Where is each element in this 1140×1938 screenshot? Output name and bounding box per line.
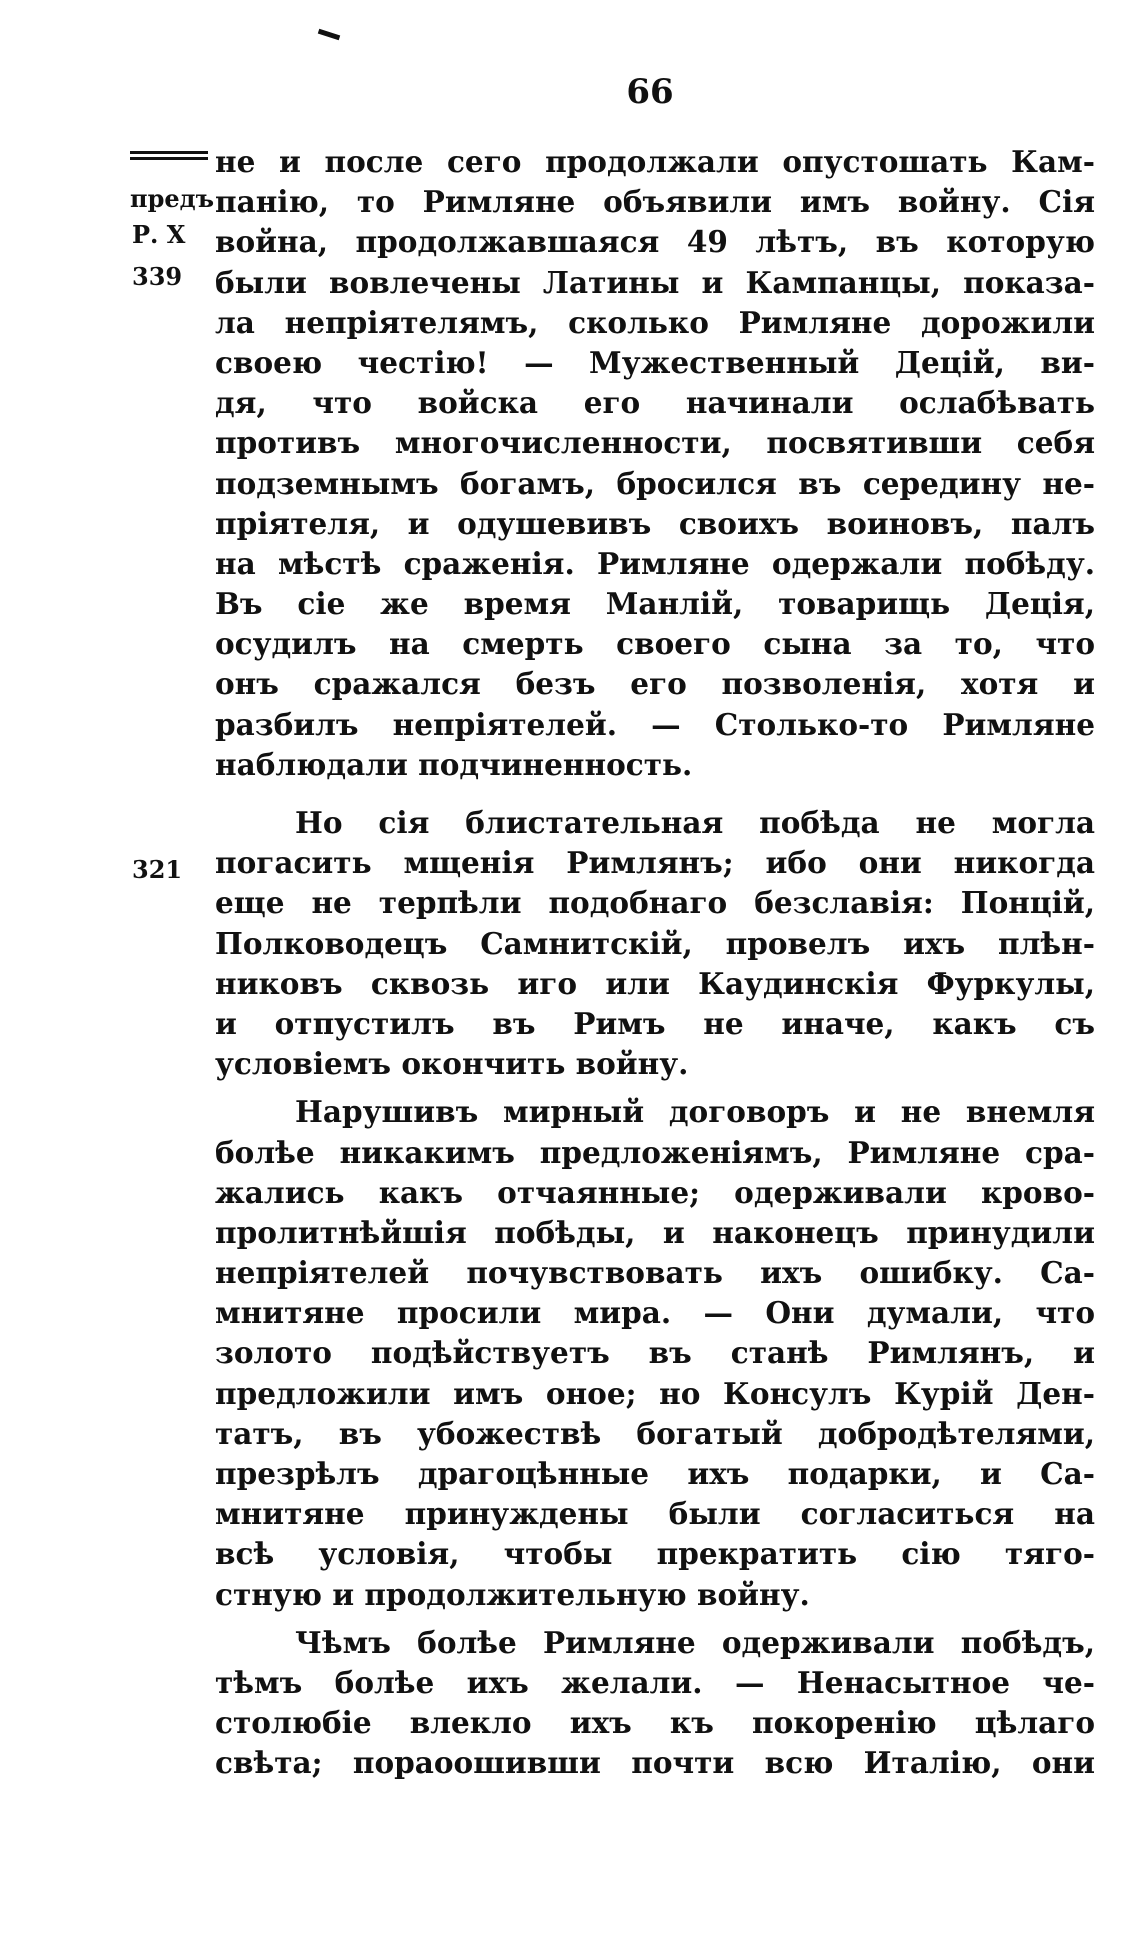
- page-number: 66: [626, 72, 674, 112]
- text-line: еще не терпѣли подобнаго безславія: Понцій,: [215, 885, 1095, 921]
- ink-mark: [318, 29, 340, 41]
- text-line: пролитнѣйшія побѣды, и наконецъ принудили: [215, 1214, 1095, 1250]
- text-line: Но сія блистательная побѣда не могла: [295, 805, 1095, 840]
- text-line: условіемъ окончить войну.: [215, 1046, 689, 1082]
- text-line: наблюдали подчиненность.: [215, 746, 693, 782]
- text-line: золото подѣйствуетъ въ станѣ Римлянъ, и: [215, 1335, 1095, 1371]
- text-line: презрѣлъ драгоцѣнные ихъ подарки, и Са-: [215, 1456, 1095, 1491]
- margin-note-before-christ: предъ: [130, 184, 215, 213]
- text-line: непріятелей почувствовать ихъ ошибку. Са-: [215, 1255, 1095, 1291]
- paragraph: [215, 142, 1095, 785]
- text-line: Въ сіе же время Манлій, товарищь Деція,: [215, 586, 1095, 622]
- body-text: [215, 142, 1095, 1784]
- margin-note-year-321: 321: [132, 855, 183, 884]
- text-line: пріятеля, и одушевивъ своихъ воиновъ, палъ: [215, 505, 1095, 541]
- text-line: тѣмъ болѣе ихъ желали. — Ненасытное че-: [215, 1664, 1095, 1700]
- text-line: мнитяне просили мира. — Они думали, что: [215, 1295, 1095, 1331]
- text-line: дя, что войска его начинали ослабѣвать: [215, 385, 1095, 421]
- text-line: панію, то Римляне объявили имъ войну. Сія: [215, 184, 1095, 220]
- paragraph: [215, 1623, 1095, 1784]
- text-line: предложили имъ оное; но Консулъ Курій Ден-: [215, 1375, 1095, 1411]
- text-line: Полководецъ Самнитскій, провелъ ихъ плѣн-: [215, 925, 1095, 961]
- text-line: болѣе никакимъ предложеніямъ, Римляне сра-: [215, 1134, 1095, 1170]
- text-line: татъ, въ убожествѣ богатый добродѣтелями,: [215, 1415, 1095, 1451]
- text-line: подземнымъ богамъ, бросился въ середину не-: [215, 465, 1095, 501]
- text-line: своею честію! — Мужественный Децій, ви-: [215, 344, 1095, 380]
- text-line: никовъ сквозь иго или Каудинскія Фуркулы,: [215, 965, 1095, 1001]
- text-line: стную и продолжительную войну.: [215, 1576, 810, 1612]
- text-line: онъ сражался безъ его позволенія, хотя и: [215, 666, 1095, 702]
- text-line: Чѣмъ болѣе Римляне одерживали побѣдъ,: [295, 1624, 1095, 1660]
- text-line: мнитяне принуждены были согласиться на: [215, 1496, 1095, 1532]
- text-line: война, продолжавшаяся 49 лѣтъ, въ которую: [215, 224, 1095, 260]
- section-rule: [130, 151, 208, 163]
- text-line: Нарушивъ мирный договоръ и не внемля: [295, 1094, 1095, 1130]
- text-line: разбилъ непріятелей. — Столько-то Римляне: [215, 706, 1095, 742]
- paragraph: [215, 1092, 1095, 1614]
- text-line: свѣта; пораоошивши почти всю Италію, они: [215, 1745, 1095, 1781]
- text-line: не и после сего продолжали опустошать Кам-: [215, 144, 1095, 179]
- paragraph: [215, 803, 1095, 1084]
- margin-note-year-339: 339: [132, 262, 183, 291]
- text-line: ла непріятелямъ, сколько Римляне дорожили: [215, 304, 1095, 340]
- text-line: осудилъ на смерть своего сына за то, что: [215, 626, 1095, 662]
- text-line: столюбіе влекло ихъ къ покоренію цѣлаго: [215, 1705, 1095, 1741]
- text-line: жались какъ отчаянные; одерживали крово-: [215, 1174, 1095, 1210]
- text-line: погасить мщенія Римлянъ; ибо они никогда: [215, 845, 1095, 881]
- text-line: всѣ условія, чтобы прекратить сію тяго-: [215, 1536, 1095, 1572]
- text-line: были вовлечены Латины и Кампанцы, показа-: [215, 264, 1095, 300]
- text-line: на мѣстѣ сраженія. Римляне одержали побѣду.: [215, 545, 1095, 581]
- text-line: противъ многочисленности, посвятивши себя: [215, 425, 1095, 461]
- margin-note-rx: Р. Х: [132, 220, 186, 249]
- text-line: и отпустилъ въ Римъ не иначе, какъ съ: [215, 1005, 1095, 1041]
